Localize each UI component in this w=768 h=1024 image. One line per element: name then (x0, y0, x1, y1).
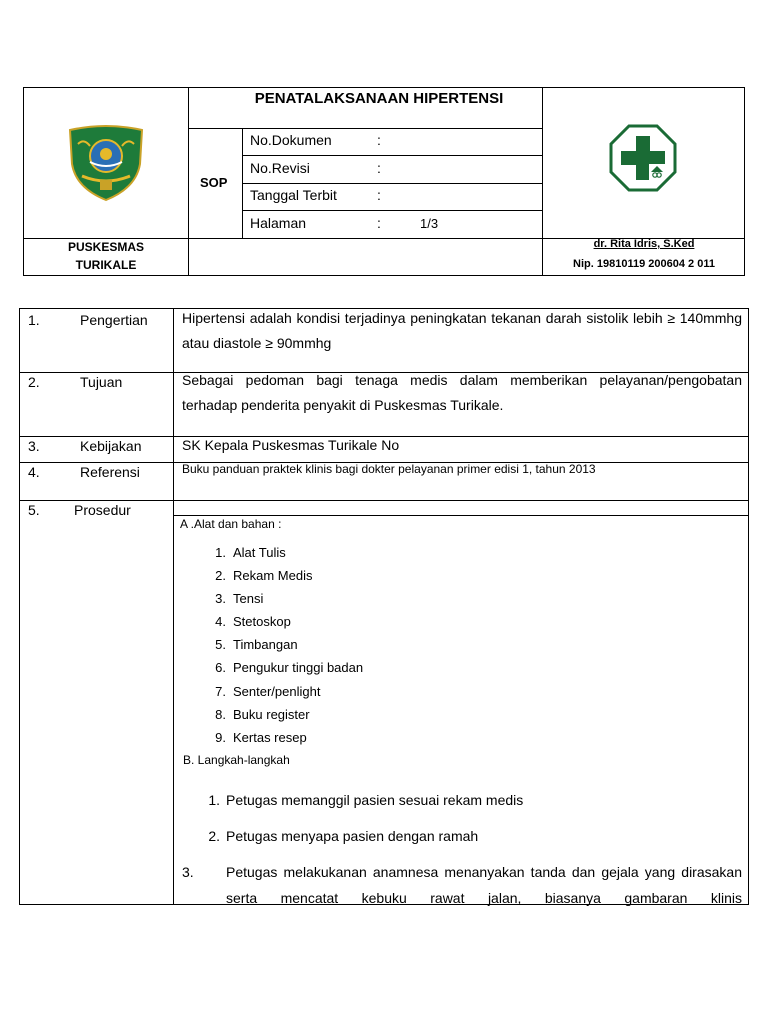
header-divider (242, 210, 542, 211)
organization-name-line1: PUSKESMAS (67, 240, 144, 254)
section-number: 5. (28, 502, 40, 518)
section-label-referensi: Referensi (80, 464, 140, 480)
section-text-pengertian: Hipertensi adalah kondisi terjadinya peningkatan tekanan darah sistolik lebih ≥ 140mmhg atau diastole ≥ 90mmhg (182, 310, 742, 351)
meta-value-halaman: 1/3 (420, 216, 439, 231)
meta-label-tanggal-terbit: Tanggal Terbit (250, 187, 337, 203)
section-label-prosedur: Prosedur (74, 502, 131, 518)
header-divider (188, 88, 189, 275)
signer-name: dr. Rita Idris, S.Ked (593, 238, 695, 250)
list-item: 9. Kertas resep (215, 729, 307, 745)
puskesmas-cross-logo-icon (609, 124, 677, 192)
page-title: PENATALAKSANAAN HIPERTENSI (254, 90, 504, 107)
content-divider (20, 500, 748, 501)
steps-list (182, 787, 742, 921)
meta-colon: : (377, 160, 381, 176)
list-item: 1. Alat Tulis (215, 545, 286, 560)
meta-label-no-dokumen: No.Dokumen (250, 132, 332, 148)
header-divider (242, 155, 542, 156)
list-item: 8. Buku register (215, 706, 310, 722)
header-divider (242, 183, 542, 184)
meta-label-no-revisi: No.Revisi (250, 160, 310, 176)
section-text-referensi: Buku panduan praktek klinis bagi dokter pelayanan primer edisi 1, tahun 2013 (182, 462, 596, 476)
content-divider (173, 309, 174, 904)
meta-label-halaman: Halaman (250, 215, 307, 231)
organization-name-line2: TURIKALE (75, 258, 137, 272)
section-label-tujuan: Tujuan (80, 374, 123, 390)
section-text-tujuan: Sebagai pedoman bagi tenaga medis dalam memberikan pelayanan/pengobatan terhadap penderita penyakit di Puskesmas Turikale. (182, 372, 742, 413)
tools-heading: A .Alat dan bahan : (180, 517, 282, 531)
tools-list (178, 541, 363, 749)
list-item: 3. Petugas melakukanan anamnesa menanyakan tanda dan gejala yang dirasakan serta mencatat kebuku rawat jalan, biasanya gambaran klinis (182, 864, 742, 906)
list-item: 2. Petugas menyapa pasien dengan ramah (208, 828, 479, 844)
section-number: 2. (28, 374, 40, 390)
list-item: 7. Senter/penlight (215, 683, 321, 699)
meta-colon: : (377, 132, 381, 148)
list-item: 5. Timbangan (215, 637, 298, 653)
section-number: 1. (28, 312, 40, 328)
header-divider (188, 128, 542, 129)
steps-heading: B. Langkah-langkah (183, 753, 290, 767)
meta-colon: : (377, 215, 381, 231)
meta-colon: : (377, 187, 381, 203)
list-item: 6. Pengukur tinggi badan (215, 660, 364, 676)
list-item: 4. Stetoskop (215, 614, 291, 630)
document-header-table (23, 87, 745, 276)
sop-label: SOP (200, 175, 228, 190)
sop-content-table (19, 308, 749, 905)
list-item: 3. Tensi (215, 591, 264, 607)
section-text-kebijakan: SK Kepala Puskesmas Turikale No (182, 437, 400, 453)
list-item: 1. Petugas memanggil pasien sesuai rekam medis (208, 792, 524, 808)
section-label-kebijakan: Kebijakan (80, 438, 142, 454)
organization-name (24, 238, 188, 274)
section-number: 3. (28, 438, 40, 454)
signer-nip: Nip. 19810119 200604 2 011 (573, 258, 715, 270)
section-label-pengertian: Pengertian (80, 312, 148, 328)
regional-emblem-icon (64, 124, 148, 202)
list-item: 2. Rekam Medis (215, 568, 313, 584)
section-number: 4. (28, 464, 40, 480)
